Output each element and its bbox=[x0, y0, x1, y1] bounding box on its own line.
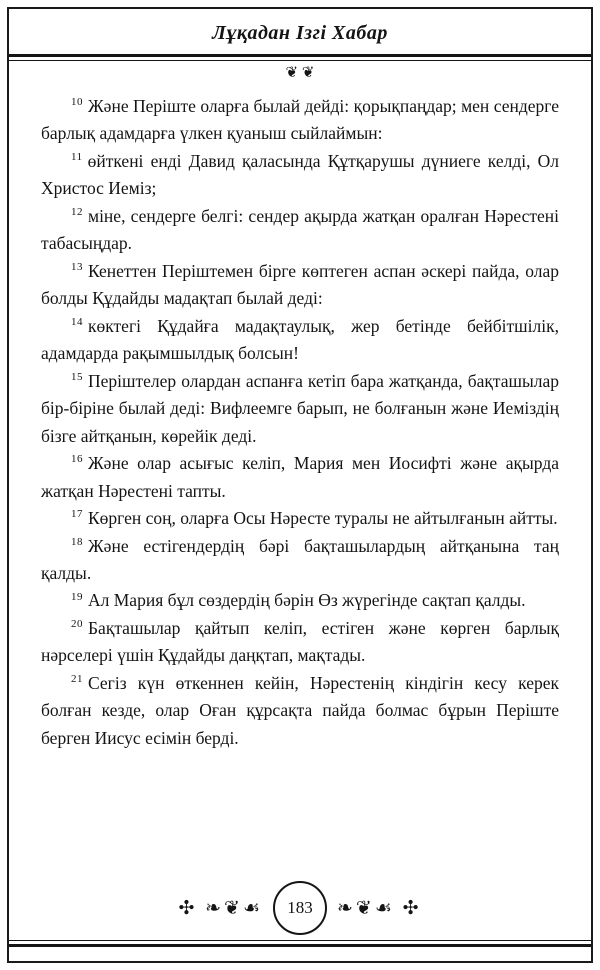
verse-paragraph: $^{19}$ Ал Мария бұл сөздердің бәрін Өз жүрегінде сақтап қалды. bbox=[71, 590, 526, 611]
header-fleuron-icon: ❦ ❦ bbox=[285, 65, 315, 81]
verse-paragraph: $^{10}$ Және Періште оларға былай дейді: қорықпаңдар; мен сендерге барлық адамдарға үлкен қуаныш сыйлаймын: bbox=[41, 96, 559, 144]
verse-number: 18 bbox=[71, 535, 83, 548]
verse-paragraph: $^{18}$ Және естігендердің бәрі бақташылардың айтқанына таң қалды. bbox=[41, 535, 559, 583]
verse-number: 20 bbox=[71, 618, 83, 631]
page-footer bbox=[9, 881, 591, 937]
verse-number: 17 bbox=[71, 508, 83, 521]
verse-number: 21 bbox=[71, 673, 83, 686]
verse-paragraph: $^{21}$ Сегіз күн өткеннен кейін, Нәрестенің кіндігін кесу керек болған кезде, олар Оған құрсақта пайда болмас бұрын Періште берген Иисус есімін берді. bbox=[41, 672, 559, 748]
verse-number: 14 bbox=[71, 315, 83, 328]
footer-double-rule bbox=[9, 940, 591, 947]
page-header-title: Лұқадан Ізгі Хабар bbox=[212, 22, 388, 44]
footer-left-flourish-icon: ✣ ❧❦☙ bbox=[178, 897, 263, 919]
header-double-rule bbox=[9, 54, 591, 61]
verse-number: 16 bbox=[71, 453, 83, 466]
verse-paragraph: $^{16}$ Және олар асығыс келіп, Мария мен Иосифті және ақырда жатқан Нәрестені тапты. bbox=[41, 453, 559, 501]
verse-paragraph: $^{14}$ көктегі Құдайға мадақтаулық, жер бетінде бейбітшілік, адамдарда рақымшылдық болсын! bbox=[41, 315, 559, 364]
verse-paragraph: $^{11}$ өйткені енді Давид қаласында Құтқарушы дүниеге келді, Ол Христос Иеміз; bbox=[41, 150, 559, 199]
verse-number: 10 bbox=[71, 96, 83, 109]
verse-paragraph: $^{20}$ Бақташылар қайтып келіп, естіген және көрген барлық нәрселері үшін Құдайды даңқтап, мақтады. bbox=[41, 617, 559, 666]
page-content bbox=[9, 9, 591, 961]
verse-number: 19 bbox=[71, 590, 83, 603]
page-number-badge: 183 bbox=[273, 881, 327, 935]
verse-number: 12 bbox=[71, 206, 83, 219]
verse-number: 11 bbox=[71, 151, 83, 164]
footer-right-flourish-icon: ❧❦☙ ✣ bbox=[337, 897, 422, 919]
verse-paragraph: $^{17}$ Көрген соң, оларға Осы Нәресте туралы не айтылғанын айтты. bbox=[71, 508, 558, 529]
verse-paragraph: $^{13}$ Кенеттен Періштемен бірге көптеген аспан әскері пайда, олар болды Құдайды мадақтап былай деді: bbox=[41, 260, 559, 309]
verse-paragraph: $^{12}$ міне, сендерге белгі: сендер ақырда жатқан оралған Нәрестені табасыңдар. bbox=[41, 205, 559, 254]
verses bbox=[9, 81, 591, 881]
verse-number: 15 bbox=[71, 370, 83, 383]
verse-number: 13 bbox=[71, 260, 83, 273]
verse-paragraph: $^{15}$ Періштелер олардан аспанға кетіп бара жатқанда, бақташылар бір-біріне былай деді: Вифлеемге барып, не болғанын және Иеміздің бізге айтқанын, көрейік деді. bbox=[41, 370, 559, 446]
